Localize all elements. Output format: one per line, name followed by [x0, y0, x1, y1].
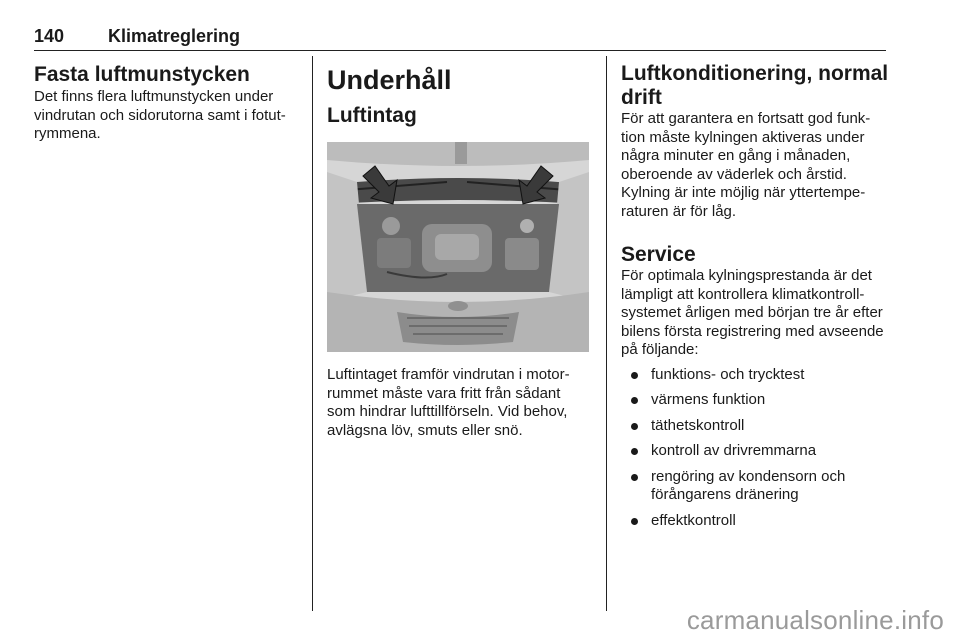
bullet-icon: [631, 474, 638, 481]
section-heading-ac-normal: Luftkonditionering, normal drift: [621, 62, 889, 109]
bullet-icon: [631, 423, 638, 430]
list-item: [621, 442, 889, 461]
list-item-text: kontroll av drivremmarna: [651, 442, 817, 459]
fixed-vents-text: Det finns flera luftmunstycken under vindrutan och sidorutorna samt i fotut-rymmena.: [34, 88, 286, 142]
column-2: [327, 62, 589, 440]
column-1: [34, 62, 300, 144]
list-item-text: värmens funktion: [651, 391, 766, 408]
section-heading-fixed-vents: Fasta luftmunstycken: [34, 63, 250, 86]
section-title-maintenance: Underhåll: [327, 65, 452, 95]
page-number: 140: [34, 26, 65, 46]
chapter-title: Klimatreglering: [108, 26, 241, 46]
column-3: [621, 62, 889, 537]
engine-bay-air-intake-icon: [327, 142, 589, 352]
page-header: [34, 26, 886, 52]
list-item-text: funktions- och trycktest: [651, 365, 805, 383]
air-intake-text: Luftintaget framför vindrutan i motor-rummet måste vara fritt från sådant som hindrar lufttillförseln. Vid behov, avlägsna löv, smuts eller snö.: [327, 366, 570, 439]
list-item: [621, 366, 889, 385]
watermark: carmanualsonline.info: [686, 605, 944, 635]
list-item-text: effektkontroll: [651, 511, 736, 529]
bullet-icon: [631, 397, 638, 404]
list-item-text: täthetskontroll: [651, 416, 745, 434]
bullet-icon: [631, 372, 638, 379]
column-divider-1: [312, 56, 313, 611]
service-checklist: [621, 366, 889, 531]
list-item-text: rengöring av kondensorn och förångarens dränering: [651, 467, 846, 503]
list-item: [621, 512, 889, 531]
list-item: [621, 417, 889, 436]
section-heading-service: Service: [621, 243, 696, 266]
service-text: För optimala kylningsprestanda är det lämpligt att kontrollera klimatkontroll-systemet årligen med början tre år efter bilens första registrering med avseende på följande:: [621, 267, 884, 358]
header-divider: [34, 50, 886, 51]
subheading-air-intake: Luftintag: [327, 104, 417, 127]
ac-normal-text: För att garantera en fortsatt god funk-tion måste kylningen aktiveras under några minuter en gång i månaden, oberoende av väderlek och årstid. Kylning är inte möjlig när yttertempe-raturen är för låg.: [621, 110, 871, 220]
bullet-icon: [631, 518, 638, 525]
column-divider-2: [606, 56, 607, 611]
list-item: [621, 468, 889, 505]
bullet-icon: [631, 448, 638, 455]
engine-bay-illustration: [327, 142, 589, 352]
list-item: [621, 391, 889, 410]
